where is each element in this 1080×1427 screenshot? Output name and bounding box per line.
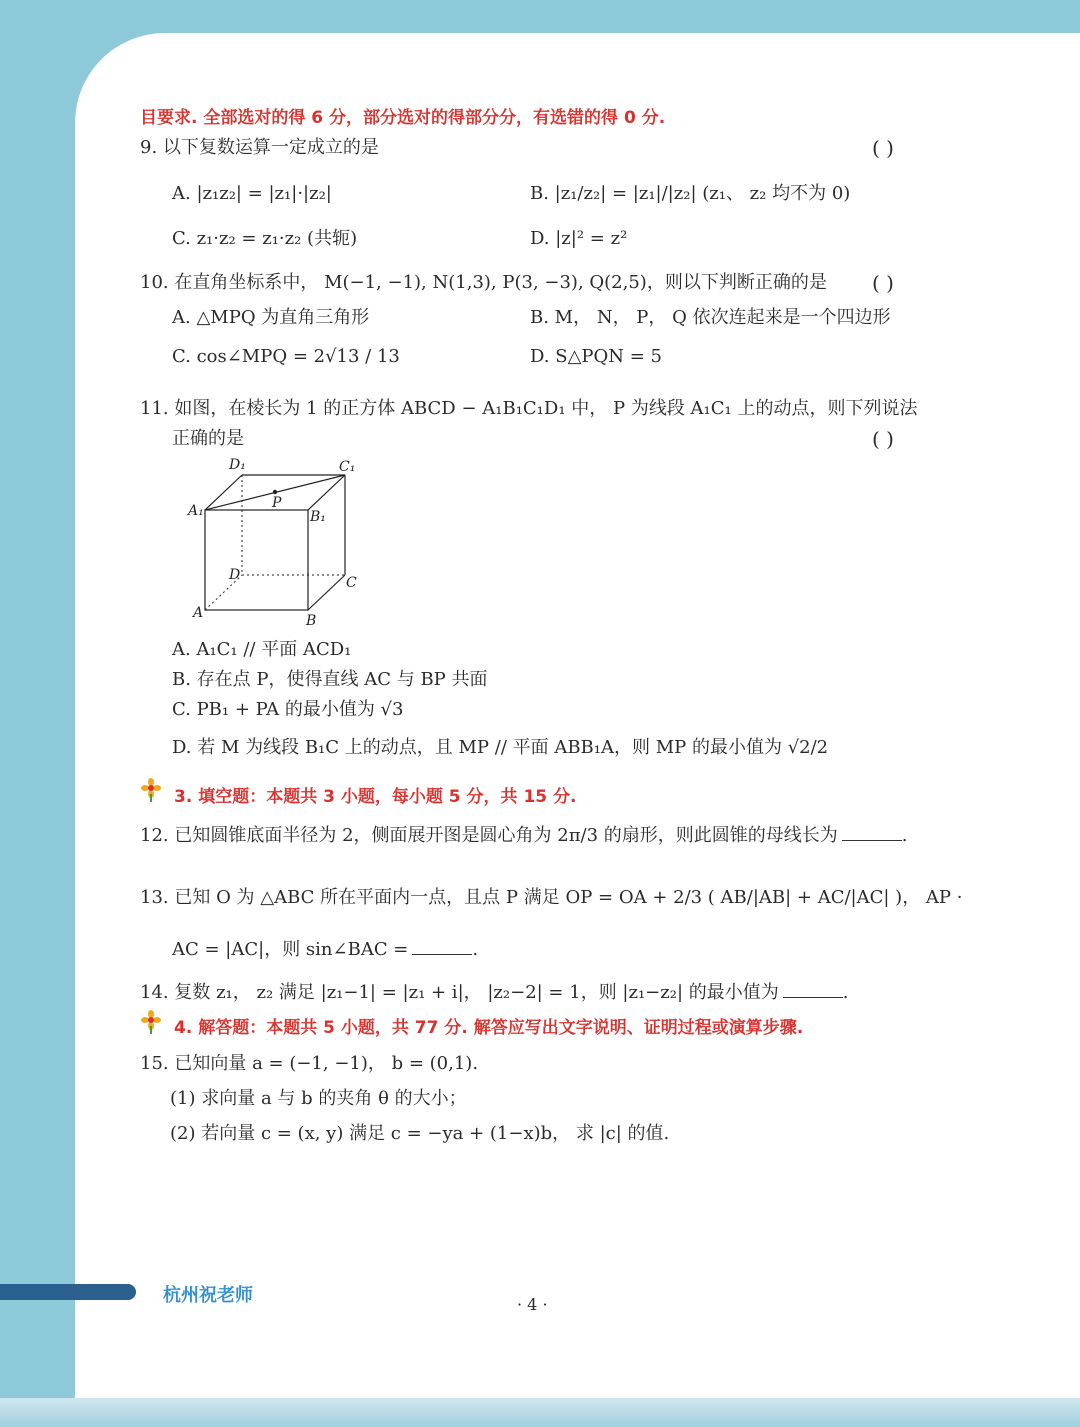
q11-answer-paren: ( ) xyxy=(872,427,894,451)
q11-stem-line1: 11. 如图，在棱长为 1 的正方体 ABCD − A₁B₁C₁D₁ 中， P 为线段 A₁C₁ 上的动点，则下列说法 xyxy=(140,398,918,419)
label-a: A xyxy=(193,605,204,621)
q11-option-d: D. 若 M 为线段 B₁C 上的动点，且 MP // 平面 ABB₁A，则 MP 的最小值为 √2/2 xyxy=(172,737,829,758)
label-c: C xyxy=(346,575,357,591)
q15-part1: (1) 求向量 a 与 b 的夹角 θ 的大小； xyxy=(170,1088,467,1109)
q9-option-d: D. |z|² = z² xyxy=(530,228,628,249)
q13-line2: AC = |AC|，则 sin∠BAC = . xyxy=(172,936,478,962)
label-d1: D₁ xyxy=(229,457,246,473)
q11-stem-line2: 正确的是 xyxy=(172,428,244,449)
section-3-heading: 3. 填空题：本题共 3 小题，每小题 5 分，共 15 分. xyxy=(174,787,577,807)
q12-stem: 12. 已知圆锥底面半径为 2，侧面展开图是圆心角为 2π/3 的扇形，则此圆锥的母线长为 . xyxy=(140,822,908,848)
q11-option-a: A. A₁C₁ // 平面 ACD₁ xyxy=(172,639,352,660)
q10-option-c: C. cos∠MPQ = 2√13 / 13 xyxy=(172,346,400,367)
q14-stem: 14. 复数 z₁， z₂ 满足 |z₁−1| = |z₁ + i|， |z₂−2| = 1，则 |z₁−z₂| 的最小值为 . xyxy=(140,979,848,1005)
q15-stem: 15. 已知向量 a = (−1, −1)， b = (0,1). xyxy=(140,1053,479,1074)
cube-edge-cb xyxy=(308,575,345,610)
flower-icon xyxy=(140,1010,162,1034)
label-c1: C₁ xyxy=(339,459,356,475)
cube-figure xyxy=(185,455,370,630)
q13-line2-text: AC = |AC|，则 sin∠BAC = xyxy=(172,939,409,960)
label-b1: B₁ xyxy=(310,509,326,525)
flower-icon xyxy=(140,778,162,802)
bottom-band xyxy=(0,1398,1080,1427)
q9-stem: 9. 以下复数运算一定成立的是 xyxy=(140,137,379,158)
q9-answer-paren: ( ) xyxy=(872,136,894,160)
label-a1: A₁ xyxy=(188,503,204,519)
section-4-heading: 4. 解答题：本题共 5 小题，共 77 分. 解答应写出文字说明、证明过程或演算步骤. xyxy=(174,1018,804,1038)
q14-text: 14. 复数 z₁， z₂ 满足 |z₁−1| = |z₁ + i|， |z₂−2| = 1，则 |z₁−z₂| 的最小值为 xyxy=(140,982,779,1003)
label-d: D xyxy=(229,567,241,583)
page-number: · 4 · xyxy=(517,1295,548,1314)
q11-option-b: B. 存在点 P，使得直线 AC 与 BP 共面 xyxy=(172,669,488,690)
label-b: B xyxy=(306,613,317,629)
q13-blank xyxy=(412,936,472,955)
footer-bar xyxy=(0,1284,136,1300)
q10-option-d: D. S△PQN = 5 xyxy=(530,346,663,367)
q9-option-a: A. |z₁z₂| = |z₁|·|z₂| xyxy=(172,183,332,204)
q14-blank xyxy=(783,979,843,998)
q15-part2: (2) 若向量 c = (x, y) 满足 c = −ya + (1−x)b， 求 |c| 的值. xyxy=(170,1123,670,1144)
q9-option-b: B. |z₁/z₂| = |z₁|/|z₂| (z₁、 z₂ 均不为 0) xyxy=(530,183,851,204)
q13-line1: 13. 已知 O 为 △ABC 所在平面内一点，且点 P 满足 OP = OA + 2/3 ( AB/|AB| + AC/|AC| )， AP · xyxy=(140,887,963,908)
q10-option-b: B. M， N， P， Q 依次连起来是一个四边形 xyxy=(530,307,891,328)
q9-option-c: C. z₁·z₂ = z₁·z₂ (共轭) xyxy=(172,228,358,249)
q10-answer-paren: ( ) xyxy=(872,271,894,295)
q12-text: 12. 已知圆锥底面半径为 2，侧面展开图是圆心角为 2π/3 的扇形，则此圆锥的母线长为 xyxy=(140,825,838,846)
label-p: P xyxy=(272,495,282,511)
footer-author: 杭州祝老师 xyxy=(163,1285,253,1306)
q10-option-a: A. △MPQ 为直角三角形 xyxy=(172,307,370,328)
q11-option-c: C. PB₁ + PA 的最小值为 √3 xyxy=(172,699,404,720)
point-p xyxy=(273,490,277,494)
cube-edge-a1d1 xyxy=(205,475,242,510)
q10-stem: 10. 在直角坐标系中， M(−1, −1), N(1,3), P(3, −3), Q(2,5)，则以下判断正确的是 xyxy=(140,272,827,293)
q12-blank xyxy=(842,822,902,841)
section-intro: 目要求. 全部选对的得 6 分，部分选对的得部分分，有选错的得 0 分. xyxy=(140,108,666,128)
cube-edge-c1b1 xyxy=(308,475,345,510)
